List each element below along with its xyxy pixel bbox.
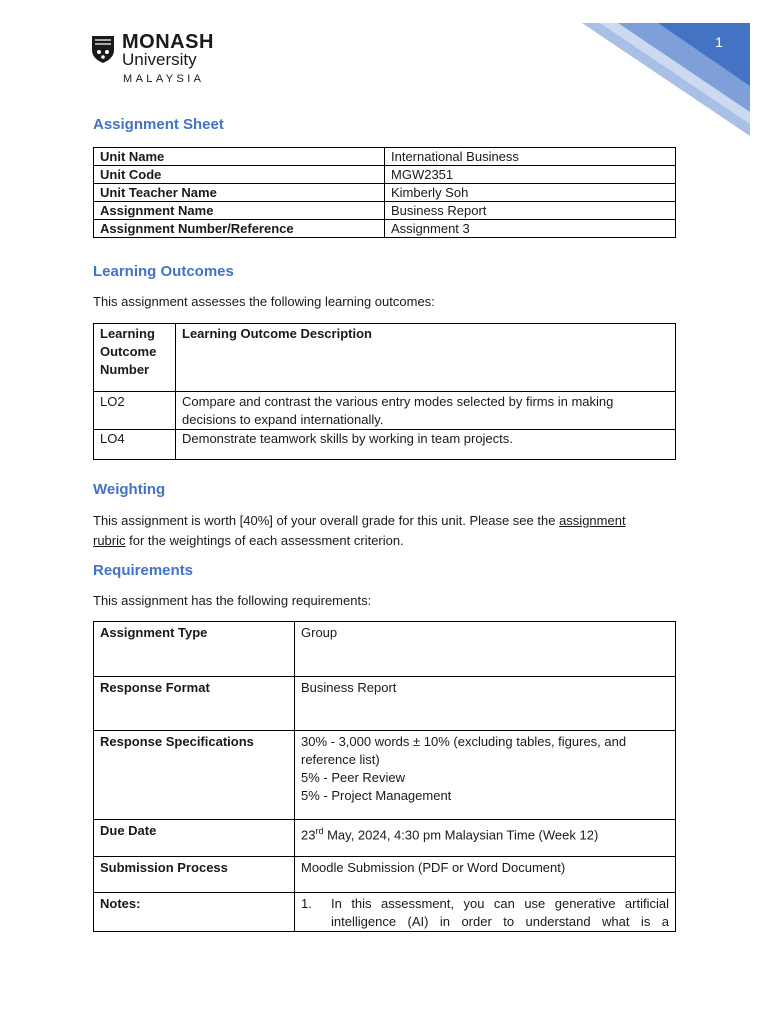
submission-process-label: Submission Process	[94, 857, 295, 893]
lo-number-header: Learning Outcome Number	[94, 324, 176, 392]
table-row	[94, 622, 676, 677]
note-text-line: intelligence (AI) in order to understand what is a	[331, 914, 669, 929]
table-row	[94, 677, 676, 731]
note-text-line: In this assessment, you can use generative artificial	[331, 896, 669, 911]
learning-outcomes-heading: Learning Outcomes	[93, 263, 234, 280]
table-row	[94, 166, 676, 184]
assignment-sheet-table	[93, 147, 676, 238]
due-date-label: Due Date	[94, 820, 295, 857]
table-row	[94, 184, 676, 202]
lo-description-header: Learning Outcome Description	[176, 324, 676, 392]
monash-crest-icon	[90, 34, 116, 64]
assignment-rubric-link[interactable]: rubric	[93, 533, 126, 548]
table-row	[94, 220, 676, 238]
table-header-row	[94, 324, 676, 392]
lo-number-cell: LO4	[94, 430, 176, 460]
table-row	[94, 893, 676, 932]
table-row	[94, 820, 676, 857]
table-row	[94, 202, 676, 220]
requirements-table	[93, 621, 676, 932]
response-specifications-value: 30% - 3,000 words ± 10% (excluding tables, figures, and reference list) 5% - Peer Review 5% - Project Management	[295, 731, 676, 820]
response-format-value: Business Report	[295, 677, 676, 731]
logo-university: University	[122, 50, 197, 69]
table-row	[94, 430, 676, 460]
lo-description-cell: Compare and contrast the various entry modes selected by firms in making decisions to expand internationally.	[176, 392, 676, 430]
note-number: 1.	[301, 896, 312, 911]
learning-outcomes-intro: This assignment assesses the following learning outcomes:	[93, 294, 435, 309]
assignment-type-value: Group	[295, 622, 676, 677]
table-row	[94, 857, 676, 893]
logo-location: MALAYSIA	[123, 73, 205, 85]
assignment-number-label: Assignment Number/Reference	[94, 220, 385, 238]
unit-code-label: Unit Code	[94, 166, 385, 184]
assignment-sheet-heading: Assignment Sheet	[93, 116, 224, 133]
weighting-heading: Weighting	[93, 481, 166, 498]
table-row	[94, 731, 676, 820]
submission-process-value: Moodle Submission (PDF or Word Document)	[295, 857, 676, 893]
unit-name-value: International Business	[385, 148, 676, 166]
weighting-text: This assignment is worth [40%] of your overall grade for this unit. Please see the assignment rubric for the weightings of each assessment criterion.	[93, 513, 626, 548]
lo-description-cell: Demonstrate teamwork skills by working in team projects.	[176, 430, 676, 460]
assignment-number-value: Assignment 3	[385, 220, 676, 238]
learning-outcomes-table	[93, 323, 676, 460]
assignment-rubric-link[interactable]: assignment	[559, 513, 626, 528]
response-format-label: Response Format	[94, 677, 295, 731]
table-row	[94, 392, 676, 430]
unit-code-value: MGW2351	[385, 166, 676, 184]
unit-teacher-value: Kimberly Soh	[385, 184, 676, 202]
lo-number-cell: LO2	[94, 392, 176, 430]
table-row	[94, 148, 676, 166]
unit-teacher-label: Unit Teacher Name	[94, 184, 385, 202]
unit-name-label: Unit Name	[94, 148, 385, 166]
assignment-type-label: Assignment Type	[94, 622, 295, 677]
due-date-value: 23rd May, 2024, 4:30 pm Malaysian Time (Week 12)	[295, 820, 676, 857]
notes-label: Notes:	[94, 893, 295, 932]
assignment-name-value: Business Report	[385, 202, 676, 220]
notes-value	[295, 893, 676, 932]
response-specifications-label: Response Specifications	[94, 731, 295, 820]
page-number: 1	[715, 34, 723, 50]
assignment-name-label: Assignment Name	[94, 202, 385, 220]
requirements-heading: Requirements	[93, 562, 194, 579]
requirements-intro: This assignment has the following requirements:	[93, 593, 372, 608]
logo-name: MONASH	[122, 31, 214, 53]
